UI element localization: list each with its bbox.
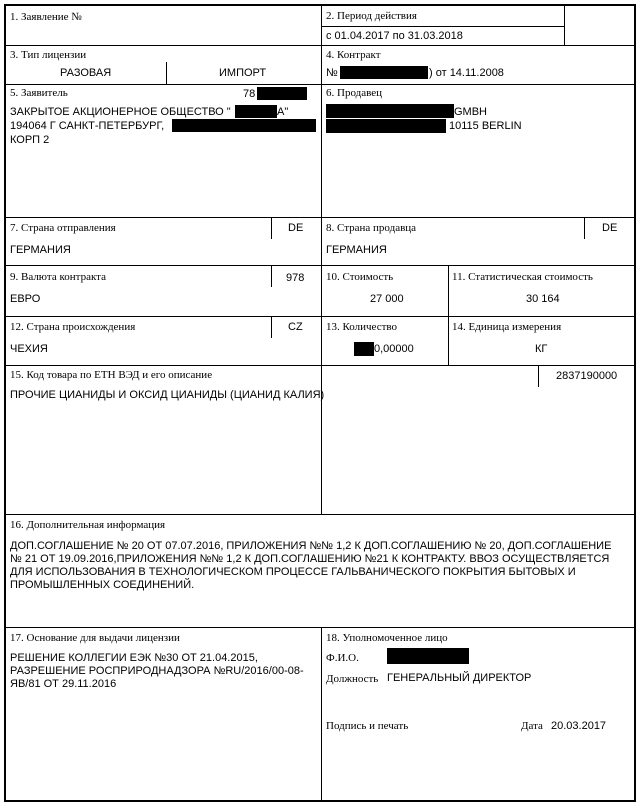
seller-name: GMBH	[454, 106, 487, 118]
column-divider	[321, 5, 322, 514]
statistical-value: 30 164	[526, 293, 560, 305]
cell-divider	[564, 5, 565, 45]
field14-label: 14. Единица измерения	[452, 321, 562, 333]
additional-information: ДОП.СОГЛАШЕНИЕ № 20 ОТ 07.07.2016, ПРИЛОЖЕНИЯ №№ 1,2 К ДОП.СОГЛАШЕНИЮ № 20, ДОП.СОГЛАШЕНИЕ № 21 ОТ 19.09.2016,ПРИЛОЖЕНИЯ №№ 1,2 К ДОП.СОГЛАШЕНИЮ №21 К КОНТРАКТУ. ВВОЗ ОСУЩЕСТВЛЯЕТСЯ ДЛЯ ИСПОЛЬЗОВАНИЯ В ТЕХНОЛОГИЧЕСКОМ ПРОЦЕССЕ ГАЛЬВАНИЧЕСКОГО ПОКРЫТИЯ БЫТОВЫХ И ПРОМЫШЛЕННЫХ СОЕДИНЕНИЙ.	[10, 540, 612, 591]
field7-label: 7. Страна отправления	[10, 222, 116, 234]
cell-divider	[271, 265, 272, 287]
column-divider	[321, 628, 322, 801]
seller-country: ГЕРМАНИЯ	[326, 244, 387, 256]
cell-divider	[166, 62, 167, 84]
field11-label: 11. Статистическая стоимость	[452, 271, 593, 283]
contract-date: ) от 14.11.2008	[429, 67, 504, 79]
quantity: 0,00000	[374, 343, 414, 355]
field18-label: 18. Уполномоченное лицо	[326, 632, 448, 644]
license-type: РАЗОВАЯ	[60, 67, 112, 79]
applicant-name-end: А"	[277, 106, 289, 118]
field2-label: 2. Период действия	[326, 10, 417, 22]
field12-label: 12. Страна происхождения	[10, 321, 136, 333]
seller-country-code: DE	[602, 222, 618, 234]
redaction-block	[257, 87, 307, 100]
field16-label: 16. Дополнительная информация	[10, 519, 166, 531]
redaction-block	[354, 342, 374, 356]
currency-code: 978	[286, 272, 305, 284]
date-label: Дата	[521, 720, 543, 732]
row-divider	[5, 514, 636, 515]
cell-divider	[584, 217, 585, 239]
applicant-building: КОРП 2	[10, 134, 50, 146]
departure-country: ГЕРМАНИЯ	[10, 244, 71, 256]
redaction-block	[235, 105, 277, 118]
field15-label: 15. Код товара по ЕТН ВЭД и его описание	[10, 369, 213, 381]
applicant-name: ЗАКРЫТОЕ АКЦИОНЕРНОЕ ОБЩЕСТВО "	[10, 106, 231, 118]
validity-period: с 01.04.2017 по 31.03.2018	[326, 30, 463, 42]
cell-divider	[271, 217, 272, 239]
field17-label: 17. Основание для выдачи лицензии	[10, 632, 180, 644]
contract-number-prefix: №	[326, 67, 338, 79]
commodity-code: 2837190000	[556, 370, 618, 382]
field5-label: 5. Заявитель	[10, 87, 68, 99]
origin-country-code: CZ	[288, 321, 303, 333]
field3-label: 3. Тип лицензии	[10, 49, 87, 61]
redaction-block	[326, 104, 454, 118]
currency: ЕВРО	[10, 293, 41, 305]
field13-label: 13. Количество	[326, 321, 398, 333]
redaction-block	[387, 648, 469, 664]
departure-country-code: DE	[288, 222, 304, 234]
field1-label: 1. Заявление №	[10, 11, 82, 23]
unit-of-measure: КГ	[535, 343, 548, 355]
cell-divider	[538, 365, 539, 387]
signature-label: Подпись и печать	[326, 720, 409, 732]
seller-address: 10115 BERLIN	[449, 120, 522, 132]
field4-label: 4. Контракт	[326, 49, 381, 61]
signature-date: 20.03.2017	[551, 720, 607, 732]
contract-value: 27 000	[370, 293, 404, 305]
field6-label: 6. Продавец	[326, 87, 383, 99]
redaction-block	[326, 119, 446, 133]
fio-label: Ф.И.О.	[326, 652, 359, 664]
field8-label: 8. Страна продавца	[326, 222, 417, 234]
applicant-code: 78	[243, 88, 256, 100]
field10-label: 10. Стоимость	[326, 271, 394, 283]
redaction-block	[172, 119, 316, 132]
license-kind: ИМПОРТ	[219, 67, 267, 79]
cell-divider	[448, 265, 449, 365]
origin-country: ЧЕХИЯ	[10, 343, 48, 355]
field2-underline	[322, 26, 564, 27]
applicant-address: 194064 Г САНКТ-ПЕТЕРБУРГ,	[10, 120, 165, 132]
redaction-block	[340, 66, 428, 79]
cell-divider	[271, 316, 272, 338]
position-label: Должность	[326, 673, 379, 685]
field9-label: 9. Валюта контракта	[10, 271, 106, 283]
position-value: ГЕНЕРАЛЬНЫЙ ДИРЕКТОР	[387, 672, 532, 684]
commodity-description: ПРОЧИЕ ЦИАНИДЫ И ОКСИД ЦИАНИДЫ (ЦИАНИД КАЛИЯ)	[10, 389, 325, 401]
license-basis: РЕШЕНИЕ КОЛЛЕГИИ ЕЭК №30 ОТ 21.04.2015, РАЗРЕШЕНИЕ РОСПРИРОДНАДЗОРА №RU/2016/00-08- ЯВ/81 ОТ 29.11.2016	[10, 652, 304, 690]
